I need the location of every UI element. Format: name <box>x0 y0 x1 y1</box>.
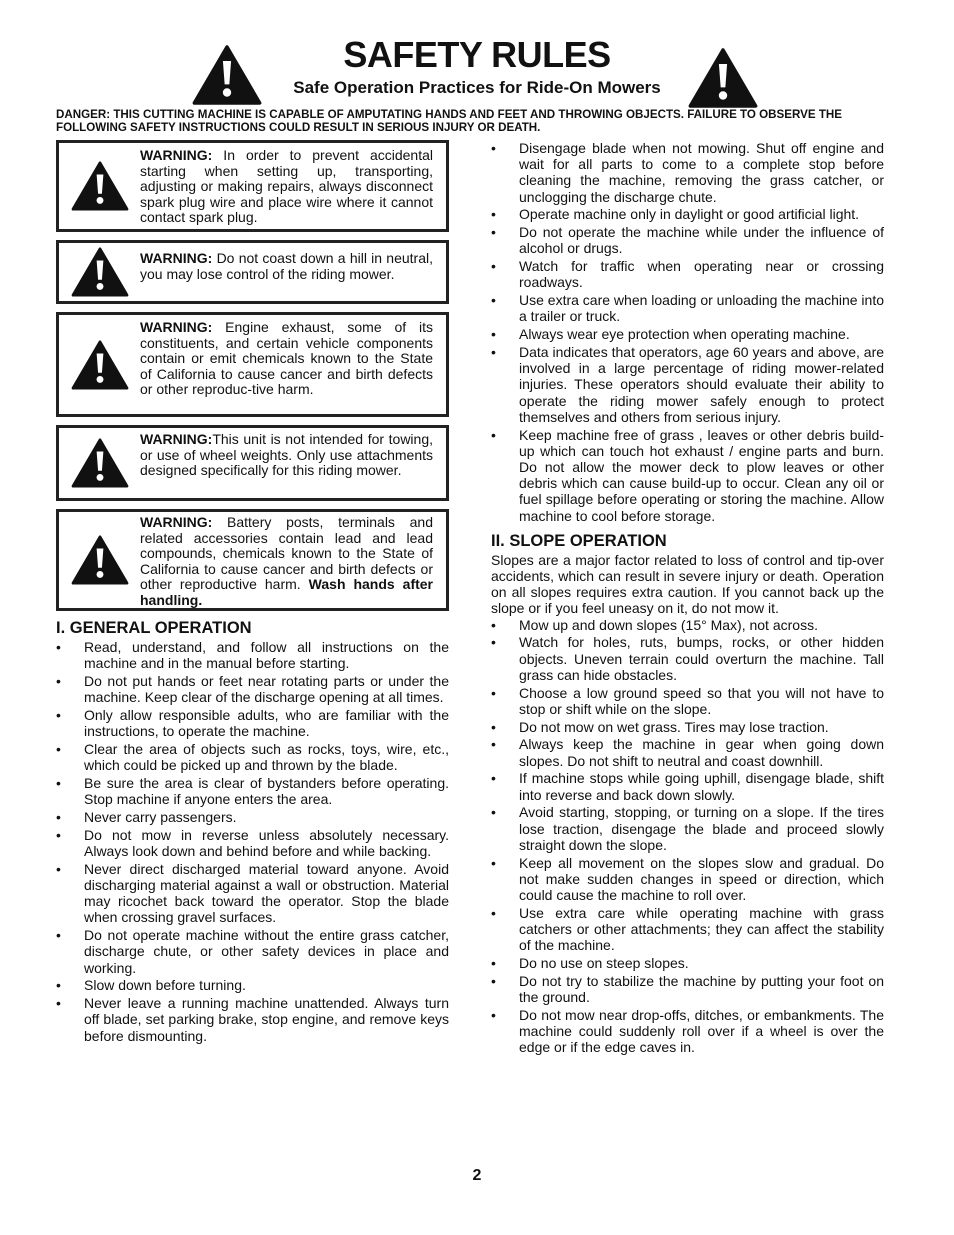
list-item: • Disengage blade when not mowing. Shut off engine and wait for all parts to come to a complete stop before cleaning the machine, removing the grass catcher, or unclogging the discharge chute. <box>491 140 884 205</box>
list-item: • Slow down before turning. <box>56 977 449 993</box>
page-subtitle: Safe Operation Practices for Ride-On Mowers <box>293 78 661 97</box>
list-item: • Be sure the area is clear of bystanders before operating. Stop machine if anyone enters the area. <box>56 775 449 807</box>
list-item: • Operate machine only in daylight or good artificial light. <box>491 206 884 222</box>
list-item: • Keep all movement on the slopes slow and gradual. Do not make sudden changes in speed or direction, which could cause the machine to roll over. <box>491 855 884 904</box>
list-item: • Only allow responsible adults, who are familiar with the instructions, to operate the machine. <box>56 707 449 739</box>
list-item: • Watch for traffic when operating near or crossing roadways. <box>491 258 884 290</box>
list-item: • Avoid starting, stopping, or turning on a slope. If the tires lose traction, disengage the blade and proceed slowly straight down the slope. <box>491 804 884 853</box>
warning-text: WARNING: Battery posts, terminals and related accessories contain lead and lead compounds, chemicals known to the State of California to cause cancer and birth defects or other reproductive harm. Wash hands after handling. <box>140 514 434 608</box>
list-item: • Do not operate the machine while under the influence of alcohol or drugs. <box>491 224 884 256</box>
warning-text: WARNING: Engine exhaust, some of its constituents, and certain vehicle components contain or emit chemicals known to the State of California to cause cancer and birth defects or other reproduc-tive harm. <box>140 319 433 398</box>
right-column <box>491 140 884 1057</box>
warning-triangle-icon <box>71 161 129 211</box>
list-item: • Never leave a running machine unattended. Always turn off blade, set parking brake, stop engine, and remove keys before dismounting. <box>56 995 449 1044</box>
warning-triangle-icon <box>71 247 129 297</box>
list-item: • Watch for holes, ruts, bumps, rocks, or other hidden objects. Uneven terrain could overturn the machine. Tall grass can hide obstacles. <box>491 634 884 683</box>
warning-triangle-icon <box>71 535 129 585</box>
warning-box-exhaust <box>56 312 449 417</box>
list-item: • Choose a low ground speed so that you will not have to stop or shift while on the slope. <box>491 685 884 717</box>
warning-text: WARNING:This unit is not intended for towing, or use of wheel weights. Only use attachments designed specifically for this riding mower. <box>140 431 433 479</box>
page-title: SAFETY RULES <box>343 34 611 75</box>
warning-text: WARNING: In order to prevent accidental starting when setting up, transporting, adjusting or making repairs, always disconnect spark plug wire and place wire where it cannot contact spark plug. <box>140 147 433 226</box>
list-item: • Keep machine free of grass , leaves or other debris build-up which can touch hot exhaust / engine parts and burn. Do not allow the mower deck to plow leaves or other debris which can cause build-up to occur. Clean any oil or fuel spillage before operating or storing the machine. Allow machine to cool before storage. <box>491 427 884 524</box>
list-item: • If machine stops while going uphill, disengage blade, shift into reverse and back down slowly. <box>491 770 884 802</box>
list-item: • Always wear eye protection when operating machine. <box>491 326 884 342</box>
list-item: • Read, understand, and follow all instructions on the machine and in the manual before starting. <box>56 639 449 671</box>
list-item: • Do not operate machine without the entire grass catcher, discharge chute, or other safety devices in place and working. <box>56 927 449 976</box>
list-item: • Data indicates that operators, age 60 years and above, are involved in a large percentage of riding mower-related injuries. These operators should evaluate their ability to operate the riding mower safely enough to protect themselves and others from serious injury. <box>491 344 884 425</box>
section-title-slope-operation: II. SLOPE OPERATION <box>491 531 667 550</box>
list-item: • Do not put hands or feet near rotating parts or under the machine. Keep clear of the discharge opening at all times. <box>56 673 449 705</box>
list-item: • Use extra care while operating machine with grass catchers or other attachments; they can affect the stability of the machine. <box>491 905 884 954</box>
list-item: • Mow up and down slopes (15° Max), not across. <box>491 617 884 633</box>
warning-box-coasting <box>56 240 449 304</box>
danger-notice: DANGER: THIS CUTTING MACHINE IS CAPABLE OF AMPUTATING HANDS AND FEET AND THROWING OBJECTS. FAILURE TO OBSERVE THE FOLLOWING SAFETY INSTRUCTIONS COULD RESULT IN SERIOUS INJURY OR DEATH. <box>56 108 843 134</box>
warning-text: WARNING: Do not coast down a hill in neutral, you may lose control of the riding mower. <box>140 250 433 282</box>
list-item: • Clear the area of objects such as rocks, toys, wire, etc., which could be picked up and thrown by the blade. <box>56 741 449 773</box>
warning-box-spark-plug <box>56 140 449 232</box>
slope-intro: Slopes are a major factor related to loss of control and tip-over accidents, which can result in severe injury or death. Operation on all slopes requires extra caution. If you cannot back up the slope or if you feel uneasy on it, do not mow it. <box>491 551 884 617</box>
left-column <box>56 140 449 1045</box>
list-item: • Never direct discharged material toward anyone. Avoid discharging material against a wall or obstruction. Material may ricochet back toward the operator. Stop the blade when crossing gravel surfaces. <box>56 861 449 926</box>
warning-triangle-icon <box>71 438 129 488</box>
warning-box-battery <box>56 509 449 611</box>
list-item: • Do no use on steep slopes. <box>491 955 884 971</box>
list-item: • Do not mow near drop-offs, ditches, or embankments. The machine could suddenly roll over if a wheel is over the edge or if the edge caves in. <box>491 1007 884 1056</box>
section-title-general-operation: I. GENERAL OPERATION <box>56 619 252 637</box>
list-item: • Do not try to stabilize the machine by putting your foot on the ground. <box>491 973 884 1005</box>
warning-triangle-icon <box>71 340 129 390</box>
general-operation-continued-list <box>491 140 884 524</box>
list-item: • Use extra care when loading or unloading the machine into a trailer or truck. <box>491 292 884 324</box>
list-item: • Do not mow in reverse unless absolutely necessary. Always look down and behind before and while backing. <box>56 827 449 859</box>
list-item: • Do not mow on wet grass. Tires may lose traction. <box>491 719 884 735</box>
general-operation-list <box>56 639 449 1044</box>
warning-box-towing <box>56 425 449 501</box>
slope-operation-list <box>491 617 884 1056</box>
list-item: • Never carry passengers. <box>56 809 449 825</box>
list-item: • Always keep the machine in gear when going down slopes. Do not shift to neutral and coast downhill. <box>491 736 884 768</box>
page-number: 2 <box>472 1167 482 1184</box>
